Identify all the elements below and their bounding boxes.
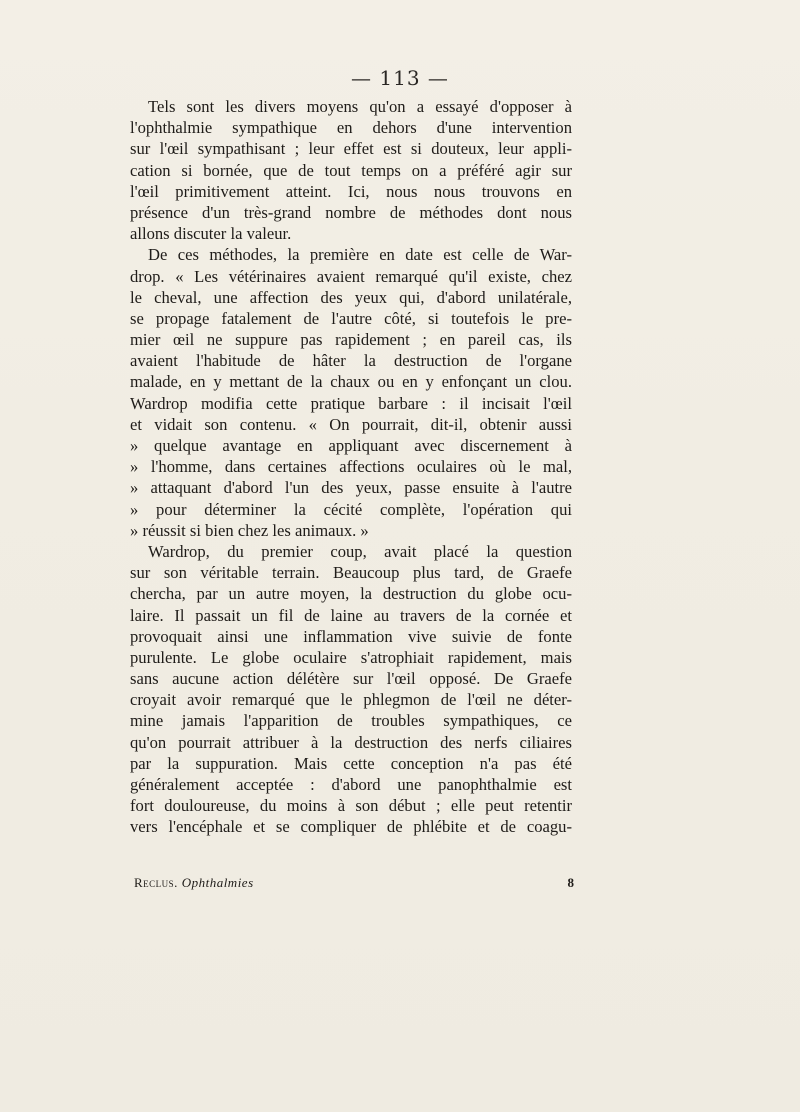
page-number: — 113 — (351, 66, 449, 90)
text-line: sur son véritable terrain. Beaucoup plus tard, de Graefe (130, 563, 572, 583)
text-line: » réussit si bien chez les animaux. » (130, 520, 369, 540)
text-line: et vidait son contenu. « On pourrait, dit-il, obtenir aussi (130, 414, 572, 434)
footer-author: Reclus. (134, 875, 178, 890)
text-line: l'œil primitivement atteint. Ici, nous nous trouvons en (130, 181, 572, 201)
text-line: généralement acceptée : d'abord une panophthalmie est (130, 775, 572, 794)
text-line: l'ophthalmie sympathique en dehors d'une intervention (130, 118, 572, 138)
footer-gathering-number: 8 (567, 875, 574, 890)
text-line: fort douloureuse, du moins à son début ; elle peut retentir (130, 796, 572, 816)
text-line: provoquait ainsi une inflammation vive suivie de fonte (130, 626, 572, 646)
text-line: malade, en y mettant de la chaux ou en y enfonçant un clou. (130, 372, 572, 392)
text-line: mine jamais l'apparition de troubles sympathiques, ce (130, 711, 572, 731)
text-line: » l'homme, dans certaines affections oculaires où le mal, (130, 457, 572, 477)
footer-signature-mark (134, 875, 254, 891)
text-line: avaient l'habitude de hâter la destruction de l'organe (130, 351, 572, 371)
text-line: De ces méthodes, la première en date est celle de War- (148, 245, 572, 265)
text-line: se propage fatalement de l'autre côté, si toutefois le pre- (130, 308, 572, 328)
footer-title: Ophthalmies (181, 875, 254, 890)
text-line: » attaquant d'abord l'un des yeux, passe ensuite à l'autre (130, 478, 572, 498)
text-line: » quelque avantage en appliquant avec discernement à (130, 436, 572, 455)
text-line: allons discuter la valeur. (130, 224, 292, 244)
text-line: mier œil ne suppure pas rapidement ; en pareil cas, ils (130, 330, 572, 350)
text-line: drop. « Les vétérinaires avaient remarqué qu'il existe, chez (130, 266, 572, 286)
text-line: vers l'encéphale et se compliquer de phlébite et de coagu- (130, 817, 572, 837)
body-text (130, 96, 572, 838)
text-line: par la suppuration. Mais cette conception n'a pas été (130, 753, 572, 773)
text-line: laire. Il passait un fil de laine au travers de la cornée et (130, 605, 572, 625)
text-line: Tels sont les divers moyens qu'on a essayé d'opposer à (148, 97, 572, 116)
text-line: croyait avoir remarqué que le phlegmon de l'œil ne déter- (130, 690, 572, 710)
text-line: cation si bornée, que de tout temps on a préféré agir sur (130, 160, 572, 180)
text-line: chercha, par un autre moyen, la destruction du globe ocu- (130, 584, 572, 604)
text-line: sans aucune action délétère sur l'œil opposé. De Graefe (130, 669, 572, 689)
text-line: présence d'un très-grand nombre de méthodes dont nous (130, 202, 572, 222)
text-line: sur l'œil sympathisant ; leur effet est si douteux, leur appli- (130, 139, 572, 159)
text-line: purulente. Le globe oculaire s'atrophiait rapidement, mais (130, 647, 572, 667)
text-line: le cheval, une affection des yeux qui, d'abord unilatérale, (130, 287, 572, 307)
text-line: Wardrop modifia cette pratique barbare : il incisait l'œil (130, 393, 572, 413)
text-line: qu'on pourrait attribuer à la destruction des nerfs ciliaires (130, 732, 572, 752)
text-line: » pour déterminer la cécité complète, l'opération qui (130, 499, 572, 519)
text-line: Wardrop, du premier coup, avait placé la question (148, 541, 572, 561)
